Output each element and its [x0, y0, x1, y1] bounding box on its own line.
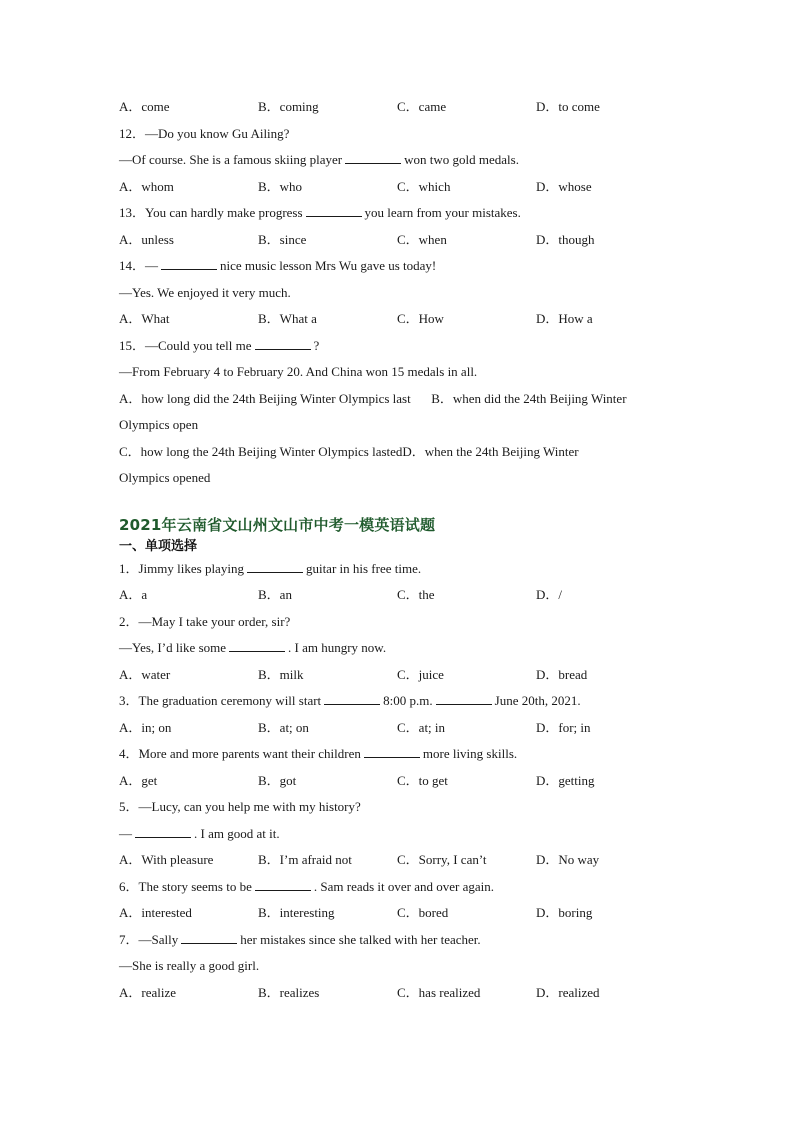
s2-q5-text-before: —: [119, 825, 132, 841]
q12-option-d: D．whose: [536, 178, 592, 194]
s2-q3-blank-1: [324, 691, 380, 705]
q15-line2: —From February 4 to February 20. And China won 15 medals in all.: [119, 364, 478, 379]
s2-q1-option-c: C．the: [397, 587, 435, 602]
s2-q6-text-before: 6．The story seems to be: [119, 878, 252, 894]
q13-text-before: 13．You can hardly make progress: [119, 205, 303, 220]
s2-q3-text-after: June 20th, 2021.: [494, 693, 581, 708]
s2-q1-options: [119, 582, 679, 609]
q15-option-b-cont: Olympics open: [119, 417, 199, 432]
s2-q4-prompt: [119, 741, 679, 768]
q15-prompt: [119, 333, 679, 360]
q15-option-c: C．how long the 24th Beijing Winter Olympics lasted: [119, 443, 403, 459]
s2-q4-options: [119, 768, 679, 795]
s2-q5-prompt: 5．—Lucy, can you help me with my history?: [119, 799, 361, 814]
s2-q5-option-b: B．I’m afraid not: [258, 852, 352, 867]
q12-prompt: 12．—Do you know Gu Ailing?: [119, 125, 290, 141]
q11-options: [119, 94, 679, 121]
q14-option-d: D．How a: [536, 311, 593, 326]
q13-prompt: [119, 200, 679, 227]
s2-q3-options: [119, 715, 679, 742]
s2-q7-blank: [181, 930, 237, 944]
q11-option-d: D．to come: [536, 99, 600, 114]
s2-q7-option-a: A．realize: [119, 984, 177, 1000]
q13-option-d: D．though: [536, 231, 595, 247]
q15-options-ab: [119, 386, 679, 413]
s2-q6-text-after: . Sam reads it over and over again.: [313, 878, 495, 894]
q14-options: [119, 306, 679, 333]
q14-option-b: B．What a: [258, 311, 317, 326]
q11-option-c: C．came: [397, 99, 447, 114]
q12-text-after: won two gold medals.: [404, 152, 519, 167]
s2-q5-line2: [119, 821, 679, 848]
s2-q6-blank: [255, 877, 311, 891]
q14-prompt: [119, 253, 679, 280]
s2-q1-text-after: guitar in his free time.: [305, 560, 422, 576]
section-subtitle: 一、单项选择: [119, 538, 198, 554]
q14-line2: —Yes. We enjoyed it very much.: [119, 284, 291, 300]
q12-text-before: —Of course. She is a famous skiing player: [119, 152, 343, 167]
q13-text-after: you learn from your mistakes.: [364, 205, 521, 220]
q15-text-after: ?: [313, 337, 320, 353]
s2-q2-text-after: . I am hungry now.: [288, 640, 387, 655]
s2-q1-option-a: A．a: [119, 587, 148, 602]
s2-q1-text-before: 1．Jimmy likes playing: [119, 560, 244, 576]
s2-q5-option-d: D．No way: [536, 852, 600, 867]
q13-option-b: B．since: [258, 231, 307, 247]
q11-option-b: B．coming: [258, 99, 319, 114]
s2-q2-option-d: D．bread: [536, 666, 588, 682]
s2-q7-text-after: her mistakes since she talked with her teacher.: [240, 931, 481, 947]
s2-q4-text-after: more living skills.: [422, 746, 518, 761]
s2-q7-option-d: D．realized: [536, 984, 600, 1000]
s2-q4-text-before: 4．More and more parents want their children: [119, 746, 361, 761]
q12-options: [119, 174, 679, 201]
q15-option-a: A．how long did the 24th Beijing Winter Olympics last: [119, 390, 411, 406]
s2-q3-option-b: B．at; on: [258, 719, 309, 735]
s2-q3-text-middle: 8:00 p.m.: [383, 693, 433, 708]
s2-q3-option-c: C．at; in: [397, 719, 446, 735]
q15-option-b: B．when did the 24th Beijing Winter: [431, 390, 627, 406]
s2-q3-option-a: A．in; on: [119, 719, 172, 735]
s2-q5-option-c: C．Sorry, I can’t: [397, 852, 487, 867]
s2-q5-blank: [135, 824, 191, 838]
s2-q6-options: [119, 900, 679, 927]
s2-q6-prompt: [119, 874, 679, 901]
s2-q1-option-d: D．/: [536, 587, 563, 602]
s2-q7-options: [119, 980, 679, 1007]
q12-line2: [119, 147, 679, 174]
q14-option-c: C．How: [397, 311, 444, 326]
q15-options-cd: [119, 439, 679, 466]
q12-option-c: C．which: [397, 178, 451, 194]
s2-q7-prompt: [119, 927, 679, 954]
q15-option-d-cont: Olympics opened: [119, 470, 211, 485]
s2-q1-blank: [247, 559, 303, 573]
s2-q5-options: [119, 847, 679, 874]
s2-q4-option-c: C．to get: [397, 772, 448, 788]
s2-q2-blank: [229, 638, 285, 652]
s2-q7-option-b: B．realizes: [258, 984, 320, 1000]
s2-q3-blank-2: [436, 691, 492, 705]
s2-q7-text-before: 7．—Sally: [119, 931, 179, 947]
exam-title: 2021年云南省文山州文山市中考一模英语试题: [119, 515, 436, 534]
s2-q2-text-before: —Yes, I’d like some: [119, 640, 227, 655]
q15-blank: [255, 336, 311, 350]
s2-q5-option-a: A．With pleasure: [119, 852, 214, 867]
q11-option-a: A．come: [119, 99, 170, 114]
q12-option-b: B．who: [258, 178, 303, 194]
s2-q5-text-after: . I am good at it.: [194, 825, 280, 841]
q15-text-before: 15．—Could you tell me: [119, 337, 252, 353]
s2-q6-option-b: B．interesting: [258, 905, 335, 920]
s2-q7-line2: —She is really a good girl.: [119, 958, 260, 973]
s2-q2-option-c: C．juice: [397, 666, 444, 682]
s2-q4-blank: [364, 744, 420, 758]
q15-option-d: D．when the 24th Beijing Winter: [402, 443, 579, 459]
q13-option-a: A．unless: [119, 231, 174, 247]
exam-page: [119, 94, 679, 1006]
q13-blank: [306, 203, 362, 217]
s2-q3-option-d: D．for; in: [536, 719, 591, 735]
s2-q2-option-a: A．water: [119, 666, 171, 682]
s2-q7-option-c: C．has realized: [397, 984, 481, 1000]
s2-q2-line2: [119, 635, 679, 662]
q14-text-after: nice music lesson Mrs Wu gave us today!: [220, 258, 437, 273]
s2-q6-option-a: A．interested: [119, 905, 192, 920]
q14-text-before: 14．—: [119, 258, 159, 273]
s2-q4-option-d: D．getting: [536, 772, 595, 788]
q14-blank: [161, 256, 217, 270]
q13-option-c: C．when: [397, 231, 447, 247]
s2-q2-option-b: B．milk: [258, 666, 304, 682]
s2-q6-option-c: C．bored: [397, 905, 449, 920]
q14-option-a: A．What: [119, 311, 170, 326]
s2-q6-option-d: D．boring: [536, 905, 593, 920]
s2-q1-prompt: [119, 556, 679, 583]
s2-q3-text-before: 3．The graduation ceremony will start: [119, 693, 322, 708]
s2-q1-option-b: B．an: [258, 587, 292, 602]
q13-options: [119, 227, 679, 254]
q12-blank: [345, 150, 401, 164]
s2-q2-options: [119, 662, 679, 689]
s2-q3-prompt: [119, 688, 679, 715]
s2-q4-option-a: A．get: [119, 772, 158, 788]
s2-q4-option-b: B．got: [258, 772, 297, 788]
q12-option-a: A．whom: [119, 178, 174, 194]
s2-q2-prompt: 2．—May I take your order, sir?: [119, 613, 291, 629]
